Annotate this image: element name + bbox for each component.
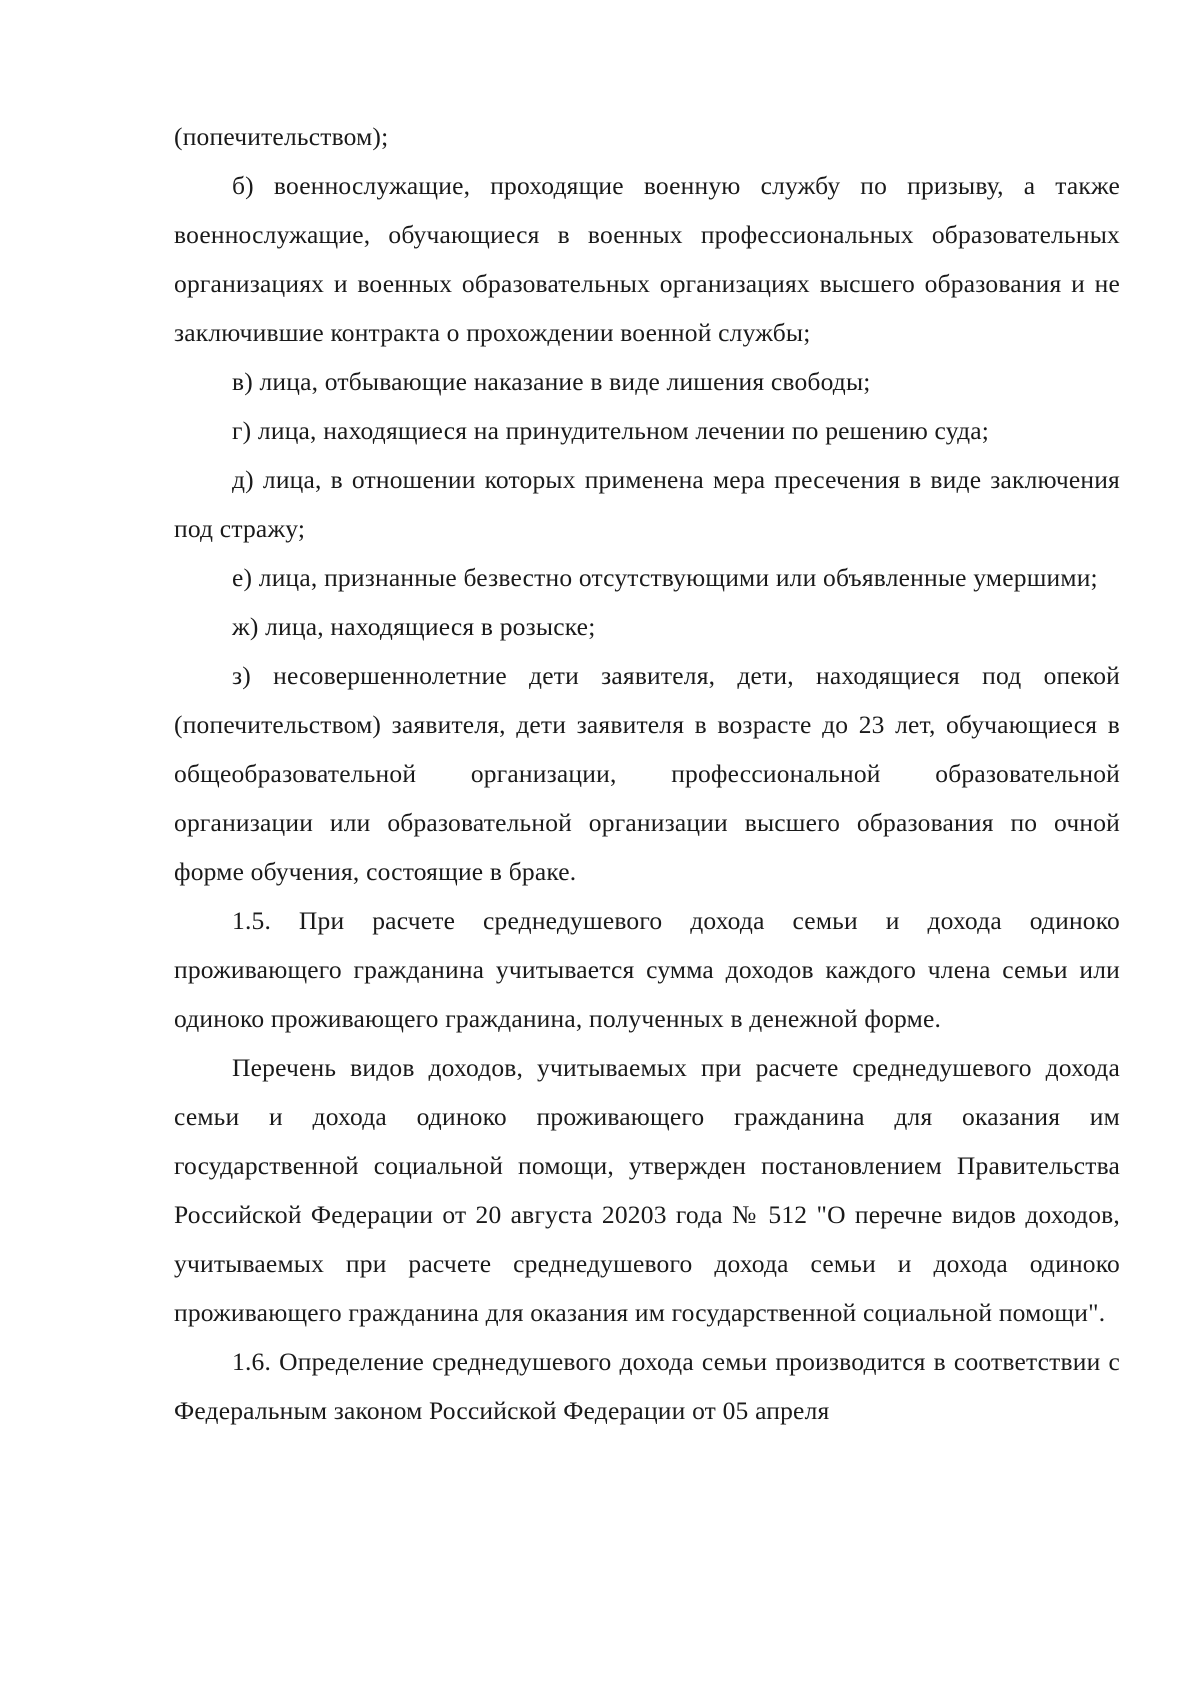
paragraph-section-1-6: 1.6. Определение среднедушевого дохода семьи производится в соответствии с Федеральным законом Российской Федерации от 05 апреля (174, 1347, 1120, 1425)
paragraph-item-g-compulsory-treatment: г) лица, находящиеся на принудительном лечении по решению суда; (232, 416, 990, 445)
paragraph-item-v-imprisoned: в) лица, отбывающие наказание в виде лишения свободы; (232, 367, 871, 396)
paragraph-item-e-missing-or-deceased: е) лица, признанные безвестно отсутствующими или объявленные умершими; (232, 563, 1098, 592)
paragraph-continuation-guardianship: (попечительством); (174, 122, 389, 151)
paragraph-item-z-married-children: з) несовершеннолетние дети заявителя, дети, находящиеся под опекой (попечительством) заявителя, дети заявителя в возрасте до 23 лет, обучающиеся в общеобразовательной организации, профессиональной образовательной организации или образовательной организации высшего образования по очной форме обучения, состоящие в браке. (174, 661, 1120, 886)
paragraph-item-d-detention: д) лица, в отношении которых применена мера пресечения в виде заключения под стражу; (174, 465, 1120, 543)
paragraph-item-zh-wanted: ж) лица, находящиеся в розыске; (232, 612, 596, 641)
paragraph-income-list-decree: Перечень видов доходов, учитываемых при расчете среднедушевого дохода семьи и дохода одиноко проживающего гражданина для оказания им государственной социальной помощи, утвержден постановлением Правительства Российской Федерации от 20 августа 20203 года № 512 "О перечне видов доходов, учитываемых при расчете среднедушевого дохода семьи и дохода одиноко проживающего гражданина для оказания им государственной социальной помощи". (174, 1053, 1120, 1327)
paragraph-item-b-servicemen: б) военнослужащие, проходящие военную службу по призыву, а также военнослужащие, обучающиеся в военных профессиональных образовательных организациях и военных образовательных организациях высшего образования и не заключившие контракта о прохождении военной службы; (174, 171, 1120, 347)
paragraph-section-1-5: 1.5. При расчете среднедушевого дохода семьи и дохода одиноко проживающего гражданина учитывается сумма доходов каждого члена семьи или одиноко проживающего гражданина, полученных в денежной форме. (174, 906, 1120, 1033)
document-body (174, 112, 1120, 1435)
